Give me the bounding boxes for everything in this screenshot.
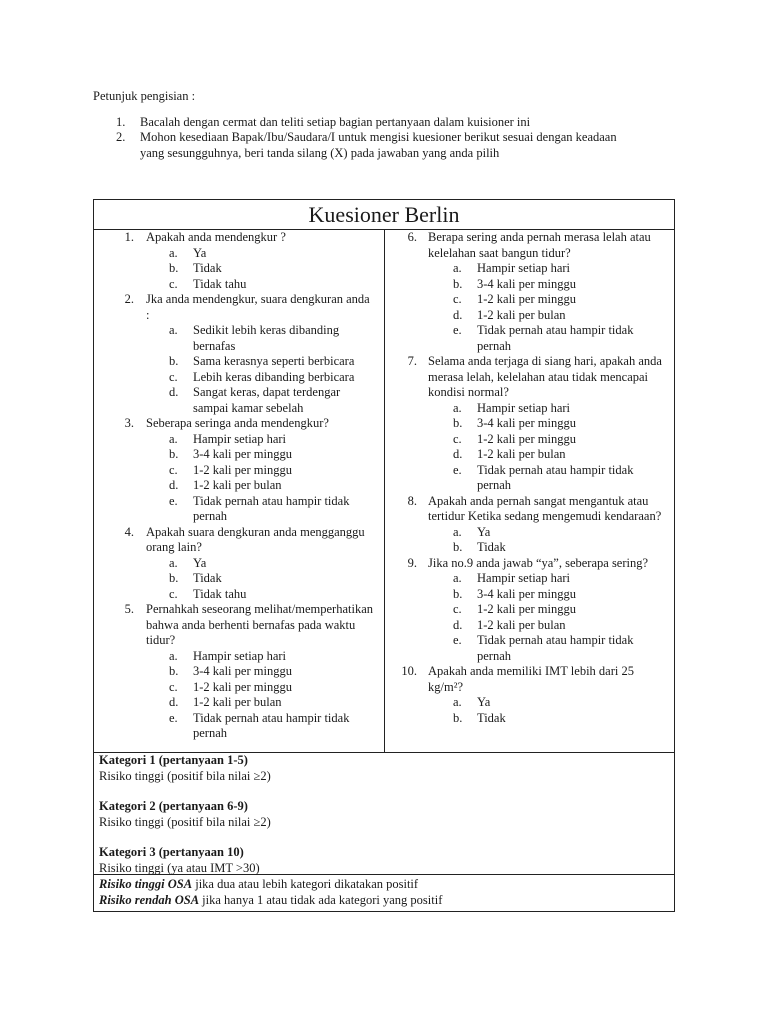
- answer-option[interactable]: [385, 292, 674, 308]
- option-text: Hampir setiap hari: [193, 648, 287, 663]
- option-letter: c.: [453, 602, 462, 616]
- option-letter: b.: [169, 447, 179, 461]
- answer-option[interactable]: [94, 354, 384, 370]
- answer-option[interactable]: [385, 525, 674, 541]
- option-text: 1-2 kali per bulan: [193, 478, 282, 492]
- answer-option[interactable]: [385, 432, 674, 448]
- question-text: Apakah anda mendengkur ?: [146, 230, 286, 244]
- answer-option[interactable]: [94, 587, 384, 603]
- answer-option[interactable]: [385, 401, 674, 417]
- question: [94, 416, 384, 432]
- question-text: Apakah anda pernah sangat mengantuk atau tertidur Ketika sedang mengemudi kendaraan?: [428, 493, 662, 523]
- answer-option[interactable]: [94, 277, 384, 293]
- answer-option[interactable]: [385, 618, 674, 634]
- option-letter: a.: [169, 648, 178, 663]
- question-number: 4.: [124, 524, 134, 539]
- question: [94, 230, 384, 246]
- category-rule: Risiko tinggi (positif bila nilai ≥2): [99, 768, 271, 783]
- option-letter: d.: [169, 695, 179, 709]
- option-text: Tidak pernah atau hampir tidak pernah: [193, 710, 350, 740]
- option-letter: d.: [453, 447, 463, 461]
- answer-option[interactable]: [94, 695, 384, 711]
- option-text: 3-4 kali per minggu: [193, 447, 292, 461]
- category-rule: Risiko tinggi (positif bila nilai ≥2): [99, 814, 271, 829]
- question-number: 10.: [401, 664, 417, 678]
- option-letter: a.: [453, 571, 462, 585]
- answer-option[interactable]: [94, 649, 384, 665]
- option-letter: b.: [169, 261, 179, 275]
- option-letter: a.: [453, 695, 462, 709]
- question-number: 6.: [407, 230, 417, 244]
- question: [385, 230, 674, 261]
- option-text: Sama kerasnya seperti berbicara: [193, 354, 355, 368]
- risk-summary: [94, 875, 674, 908]
- option-letter: e.: [453, 633, 462, 647]
- question-number: 7.: [407, 354, 417, 368]
- option-text: 3-4 kali per minggu: [477, 586, 576, 601]
- question: [385, 494, 674, 525]
- answer-option[interactable]: [385, 416, 674, 432]
- question-number: 1.: [124, 230, 134, 244]
- option-text: 3-4 kali per minggu: [477, 276, 576, 291]
- option-letter: b.: [169, 664, 179, 678]
- option-text: 3-4 kali per minggu: [477, 416, 576, 430]
- answer-option[interactable]: [385, 447, 674, 463]
- option-letter: b.: [453, 586, 463, 601]
- answer-option[interactable]: [94, 261, 384, 277]
- option-letter: c.: [453, 431, 462, 446]
- option-text: 1-2 kali per minggu: [193, 462, 292, 477]
- questionnaire-title: Kuesioner Berlin: [94, 200, 674, 230]
- option-text: Tidak: [477, 540, 506, 554]
- option-letter: a.: [169, 245, 178, 260]
- question-text: Jka anda mendengkur, suara dengkuran anda :: [146, 292, 370, 322]
- answer-option[interactable]: [385, 711, 674, 727]
- option-letter: b.: [169, 571, 179, 585]
- option-letter: c.: [169, 369, 178, 384]
- option-text: Tidak tahu: [193, 586, 247, 601]
- instructions-list: [93, 115, 693, 162]
- answer-option[interactable]: [385, 308, 674, 324]
- summary-line: [99, 893, 674, 909]
- instructions-title: Petunjuk pengisian :: [93, 89, 196, 103]
- questionnaire-table: [93, 199, 675, 912]
- questions-left-column: [94, 230, 385, 752]
- option-text: Hampir setiap hari: [477, 571, 571, 585]
- answer-option[interactable]: [94, 385, 384, 416]
- summary-emphasis: Risiko rendah OSA: [99, 892, 200, 907]
- option-letter: a.: [453, 524, 462, 539]
- answer-option[interactable]: [94, 680, 384, 696]
- answer-option[interactable]: [94, 246, 384, 262]
- answer-option[interactable]: [94, 494, 384, 525]
- answer-option[interactable]: [385, 277, 674, 293]
- answer-option[interactable]: [385, 602, 674, 618]
- option-text: Hampir setiap hari: [477, 261, 571, 275]
- option-letter: e.: [453, 462, 462, 477]
- answer-option[interactable]: [94, 432, 384, 448]
- option-text: 1-2 kali per minggu: [477, 292, 576, 306]
- question: [94, 292, 384, 323]
- summary-text: jika dua atau lebih kategori dikatakan positif: [192, 877, 419, 891]
- answer-option[interactable]: [94, 447, 384, 463]
- option-letter: b.: [453, 276, 463, 291]
- instruction-number: 2.: [116, 130, 126, 144]
- instruction-text: Mohon kesediaan Bapak/Ibu/Saudara/I untuk mengisi kuesioner berikut sesuai dengan keadaan yang sesungguhnya, beri tanda silang (X) pada jawaban yang anda pilih: [140, 130, 617, 160]
- option-text: Tidak: [193, 571, 222, 585]
- category-section: [94, 753, 674, 875]
- answer-option[interactable]: [385, 261, 674, 277]
- answer-option[interactable]: [94, 323, 384, 354]
- option-letter: a.: [169, 431, 178, 446]
- option-text: Ya: [193, 555, 207, 570]
- option-letter: d.: [453, 617, 463, 632]
- option-text: Hampir setiap hari: [193, 431, 287, 446]
- category-heading: Kategori 2 (pertanyaan 6-9): [99, 799, 248, 813]
- questions-area: [94, 230, 674, 753]
- question-text: Jika no.9 anda jawab “ya”, seberapa sering?: [428, 555, 649, 570]
- question-number: 3.: [124, 416, 134, 430]
- question: [94, 602, 384, 649]
- question: [94, 525, 384, 556]
- option-letter: e.: [453, 323, 462, 337]
- option-text: Tidak: [477, 710, 506, 725]
- question: [385, 664, 674, 695]
- option-text: Sedikit lebih keras dibanding bernafas: [193, 323, 340, 353]
- question: [385, 354, 674, 401]
- answer-option[interactable]: [94, 556, 384, 572]
- category-heading: Kategori 3 (pertanyaan 10): [99, 845, 244, 859]
- question: [385, 556, 674, 572]
- summary-line: [99, 877, 674, 893]
- question-number: 8.: [407, 493, 417, 508]
- option-letter: c.: [169, 586, 178, 601]
- option-text: Hampir setiap hari: [477, 400, 571, 415]
- question-text: Seberapa seringa anda mendengkur?: [146, 416, 329, 430]
- option-letter: a.: [169, 555, 178, 570]
- answer-option[interactable]: [385, 323, 674, 354]
- option-text: 1-2 kali per bulan: [477, 307, 566, 322]
- instruction-number: 1.: [116, 114, 126, 129]
- answer-option[interactable]: [385, 463, 674, 494]
- instructions: [93, 89, 693, 161]
- answer-option[interactable]: [385, 540, 674, 556]
- option-letter: b.: [453, 416, 463, 430]
- option-text: Tidak tahu: [193, 276, 247, 291]
- answer-option[interactable]: [94, 463, 384, 479]
- option-text: Tidak pernah atau hampir tidak pernah: [477, 462, 634, 492]
- option-letter: a.: [453, 261, 462, 275]
- question-text: Selama anda terjaga di siang hari, apakah anda merasa lelah, kelelahan atau tidak mencapai kondisi normal?: [428, 354, 662, 399]
- question-text: Apakah suara dengkuran anda mengganggu orang lain?: [146, 524, 365, 554]
- option-text: Lebih keras dibanding berbicara: [193, 369, 355, 384]
- answer-option[interactable]: [385, 571, 674, 587]
- question-number: 2.: [124, 292, 134, 306]
- option-letter: c.: [169, 679, 178, 694]
- answer-option[interactable]: [94, 571, 384, 587]
- option-letter: c.: [169, 276, 178, 291]
- answer-option[interactable]: [94, 711, 384, 742]
- option-letter: e.: [169, 710, 178, 725]
- question-text: Berapa sering anda pernah merasa lelah atau kelelahan saat bangun tidur?: [428, 230, 651, 260]
- option-letter: c.: [453, 292, 462, 306]
- option-text: Ya: [477, 524, 491, 539]
- option-letter: e.: [169, 493, 178, 508]
- instruction-item: [93, 115, 693, 131]
- answer-option[interactable]: [385, 587, 674, 603]
- category-rule: Risiko tinggi (ya atau IMT >30): [99, 860, 260, 875]
- questions-right-column: [385, 230, 674, 752]
- question-number: 9.: [407, 555, 417, 570]
- option-text: 1-2 kali per minggu: [193, 679, 292, 694]
- summary-text: jika hanya 1 atau tidak ada kategori yang positif: [199, 892, 443, 907]
- option-text: Tidak pernah atau hampir tidak pernah: [193, 493, 350, 523]
- option-text: 1-2 kali per bulan: [193, 695, 282, 709]
- option-letter: b.: [169, 354, 179, 368]
- option-text: Sangat keras, dapat terdengar sampai kamar sebelah: [193, 385, 341, 415]
- option-letter: a.: [453, 400, 462, 415]
- option-text: 3-4 kali per minggu: [193, 664, 292, 678]
- option-letter: c.: [169, 462, 178, 477]
- option-text: Tidak: [193, 261, 222, 275]
- option-text: Tidak pernah atau hampir tidak pernah: [477, 633, 634, 663]
- option-text: 1-2 kali per bulan: [477, 617, 566, 632]
- option-text: Tidak pernah atau hampir tidak pernah: [477, 323, 634, 353]
- answer-option[interactable]: [385, 633, 674, 664]
- option-text: 1-2 kali per bulan: [477, 447, 566, 461]
- summary-emphasis: Risiko tinggi OSA: [99, 877, 193, 891]
- answer-option[interactable]: [385, 695, 674, 711]
- option-text: 1-2 kali per minggu: [477, 431, 576, 446]
- question-text: Apakah anda memiliki IMT lebih dari 25 kg/m²?: [428, 664, 634, 694]
- instruction-item: [93, 130, 693, 161]
- question-text: Pernahkah seseorang melihat/memperhatikan bahwa anda berhenti bernafas pada waktu tidur?: [146, 602, 374, 647]
- category-heading: Kategori 1 (pertanyaan 1-5): [99, 753, 248, 767]
- answer-option[interactable]: [94, 478, 384, 494]
- answer-option[interactable]: [94, 664, 384, 680]
- answer-option[interactable]: [94, 370, 384, 386]
- option-letter: b.: [453, 710, 463, 725]
- option-letter: d.: [169, 478, 179, 492]
- option-text: 1-2 kali per minggu: [477, 602, 576, 616]
- instruction-text: Bacalah dengan cermat dan teliti setiap bagian pertanyaan dalam kuisioner ini: [140, 114, 531, 129]
- option-letter: a.: [169, 323, 178, 337]
- option-letter: d.: [169, 385, 179, 399]
- option-letter: b.: [453, 540, 463, 554]
- option-text: Ya: [477, 695, 491, 709]
- option-letter: d.: [453, 307, 463, 322]
- option-text: Ya: [193, 245, 207, 260]
- question-number: 5.: [124, 602, 134, 616]
